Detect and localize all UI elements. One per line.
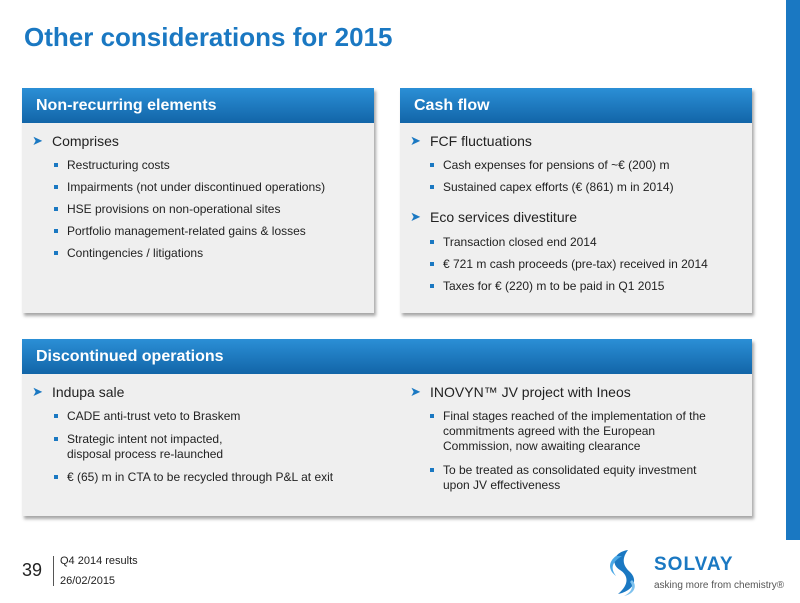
list-item: CADE anti-trust veto to Braskem bbox=[54, 409, 240, 424]
square-bullet-icon bbox=[430, 163, 434, 167]
arrow-bullet-icon: ➤ bbox=[410, 209, 421, 224]
list-item: Taxes for € (220) m to be paid in Q1 2015 bbox=[430, 279, 664, 294]
discontinued-body bbox=[22, 374, 752, 516]
square-bullet-icon bbox=[54, 185, 58, 189]
arrow-bullet-icon: ➤ bbox=[410, 133, 421, 148]
square-bullet-icon bbox=[54, 229, 58, 233]
list-item: To be treated as consolidated equity investment upon JV effectiveness bbox=[430, 463, 697, 493]
list-item: Transaction closed end 2014 bbox=[430, 235, 597, 250]
list-item: Contingencies / litigations bbox=[54, 246, 203, 261]
list-item: HSE provisions on non-operational sites bbox=[54, 202, 280, 217]
logo-tagline: asking more from chemistry® bbox=[654, 580, 785, 591]
cashflow-head-eco: ➤ Eco services divestiture bbox=[410, 209, 578, 225]
list-item: € 721 m cash proceeds (pre-tax) received in 2014 bbox=[430, 257, 708, 272]
square-bullet-icon bbox=[430, 414, 434, 418]
square-bullet-icon bbox=[430, 284, 434, 288]
square-bullet-icon bbox=[54, 475, 58, 479]
right-accent-stripe bbox=[786, 0, 800, 540]
list-item: Sustained capex efforts (€ (861) m in 2014) bbox=[430, 180, 674, 195]
list-item: Cash expenses for pensions of ~€ (200) m bbox=[430, 158, 669, 173]
square-bullet-icon bbox=[54, 414, 58, 418]
square-bullet-icon bbox=[54, 207, 58, 211]
list-item: Final stages reached of the implementation of the commitments agreed with the European Commission, now awaiting clearance bbox=[430, 409, 706, 454]
discontinued-head-indupa: ➤ Indupa sale bbox=[32, 384, 125, 400]
page-title: Other considerations for 2015 bbox=[24, 22, 393, 52]
square-bullet-icon bbox=[430, 240, 434, 244]
square-bullet-icon bbox=[54, 437, 58, 441]
discontinued-panel bbox=[22, 339, 752, 516]
cashflow-header: Cash flow bbox=[400, 88, 752, 123]
nonrecurring-header: Non-recurring elements bbox=[22, 88, 374, 123]
square-bullet-icon bbox=[54, 163, 58, 167]
solvay-s-icon bbox=[596, 546, 648, 598]
footer-date: 26/02/2015 bbox=[60, 575, 116, 587]
cashflow-body bbox=[400, 123, 752, 313]
logo-wordmark: SOLVAY bbox=[654, 554, 734, 575]
nonrecurring-panel bbox=[22, 88, 374, 313]
footer-divider bbox=[53, 556, 54, 586]
solvay-logo bbox=[596, 546, 786, 598]
arrow-bullet-icon: ➤ bbox=[32, 133, 43, 148]
cashflow-head-fcf: ➤ FCF fluctuations bbox=[410, 133, 532, 149]
list-item: € (65) m in CTA to be recycled through P&L at exit bbox=[54, 470, 333, 485]
arrow-bullet-icon: ➤ bbox=[32, 384, 43, 399]
nonrecurring-body bbox=[22, 123, 374, 313]
discontinued-header: Discontinued operations bbox=[22, 339, 752, 374]
page-number: 39 bbox=[22, 560, 43, 580]
square-bullet-icon bbox=[430, 468, 434, 472]
nonrecurring-head: ➤ Comprises bbox=[32, 133, 119, 149]
list-item: Portfolio management-related gains & losses bbox=[54, 224, 306, 239]
list-item: Strategic intent not impacted, disposal process re-launched bbox=[54, 432, 223, 462]
square-bullet-icon bbox=[430, 262, 434, 266]
square-bullet-icon bbox=[54, 251, 58, 255]
arrow-bullet-icon: ➤ bbox=[410, 384, 421, 399]
cashflow-panel bbox=[400, 88, 752, 313]
discontinued-head-inovyn: ➤ INOVYN™ JV project with Ineos bbox=[410, 384, 631, 400]
list-item: Restructuring costs bbox=[54, 158, 170, 173]
footer-presentation-title: Q4 2014 results bbox=[60, 555, 138, 567]
list-item: Impairments (not under discontinued operations) bbox=[54, 180, 325, 195]
square-bullet-icon bbox=[430, 185, 434, 189]
